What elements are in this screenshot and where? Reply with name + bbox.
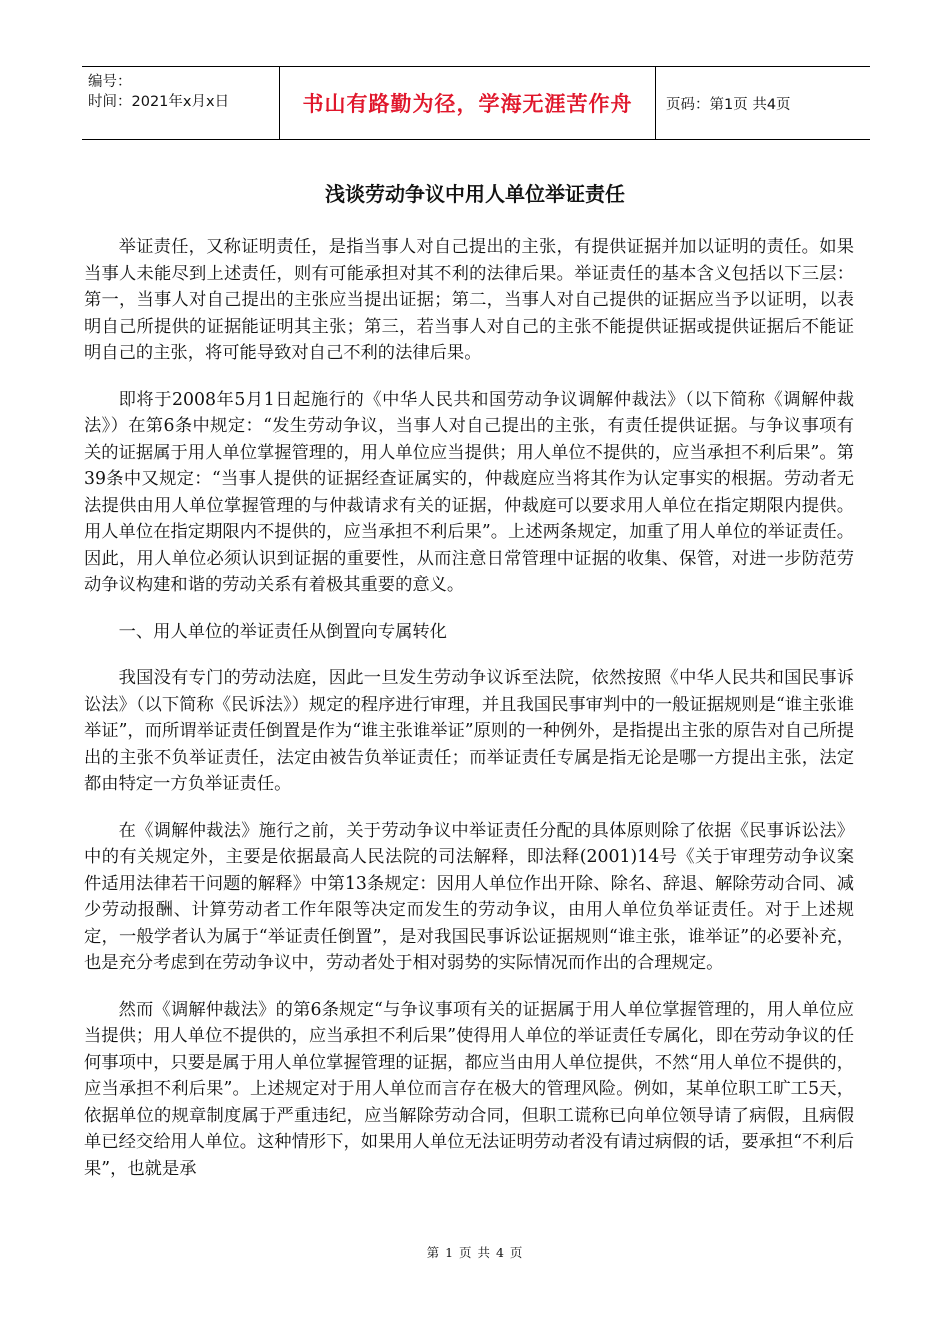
document-title: 浅谈劳动争议中用人单位举证责任 — [325, 182, 625, 206]
section-heading: 一、用人单位的举证责任从倒置向专属转化 — [118, 621, 447, 642]
paragraph: 举证责任，又称证明责任，是指当事人对自己提出的主张，有提供证据并加以证明的责任。如果当事人未能尽到上述责任，则有可能承担对其不利的法律后果。举证责任的基本含义包括以下三层：第一，当事人对自己提出的主张应当提出证据；第二，当事人对自己提供的证据应当予以证明，以表明自己所提供的证据能证明其主张；第三，若当事人对自己的主张不能提供证据或提供证据后不能证明自己的主张，将可能导致对自己不利的法律后果。 — [84, 237, 854, 363]
header-motto: 书山有路勤为径，学海无涯苦作舟 — [280, 67, 656, 139]
document-date: 时间：2021年x月x日 — [88, 94, 230, 110]
paragraph: 我国没有专门的劳动法庭，因此一旦发生劳动争议诉至法院，依然按照《中华人民共和国民事诉讼法》（以下简称《民诉法》）规定的程序进行审理，并且我国民事审判中的一般证据规则是“谁主张谁举证”，而所谓举证责任倒置是作为“谁主张谁举证”原则的一种例外，是指提出主张的原告对自己所提出的主张不负举证责任，法定由被告负举证责任；而举证责任专属是指无论是哪一方提出主张，法定都由特定一方负举证责任。 — [84, 668, 854, 794]
page-header — [82, 66, 870, 140]
paragraph: 即将于2008年5月1日起施行的《中华人民共和国劳动争议调解仲裁法》（以下简称《调解仲裁法》）在第6条中规定：“发生劳动争议，当事人对自己提出的主张，有责任提供证据。与争议事项有关的证据属于用人单位掌握管理的，用人单位应当提供；用人单位不提供的，应当承担不利后果”。第39条中又规定：“当事人提供的证据经查证属实的，仲裁庭应当将其作为认定事实的根据。劳动者无法提供由用人单位掌握管理的与仲裁请求有关的证据，仲裁庭可以要求用人单位在指定期限内提供。用人单位在指定期限内不提供的，应当承担不利后果”。上述两条规定，加重了用人单位的举证责任。因此，用人单位必须认识到证据的重要性，从而注意日常管理中证据的收集、保管，对进一步防范劳动争议构建和谐的劳动关系有着极其重要的意义。 — [84, 389, 854, 595]
page-footer: 第 1 页 共 4 页 — [426, 1245, 524, 1260]
document-body — [84, 234, 854, 1202]
header-page-info: 页码：第1页 共4页 — [666, 96, 791, 113]
header-meta — [82, 67, 280, 139]
document-number: 编号： — [88, 74, 132, 90]
paragraph: 然而《调解仲裁法》的第6条规定“与争议事项有关的证据属于用人单位掌握管理的，用人单位应当提供；用人单位不提供的，应当承担不利后果”使得用人单位的举证责任专属化，即在劳动争议的任何事项中，只要是属于用人单位掌握管理的证据，都应当由用人单位提供，不然“用人单位不提供的，应当承担不利后果”。上述规定对于用人单位而言存在极大的管理风险。例如，某单位职工旷工5天，依据单位的规章制度属于严重违纪，应当解除劳动合同，但职工谎称已向单位领导请了病假，且病假单已经交给用人单位。这种情形下，如果用人单位无法证明劳动者没有请过病假的话，要承担“不利后果”，也就是承 — [84, 999, 854, 1179]
paragraph: 在《调解仲裁法》施行之前，关于劳动争议中举证责任分配的具体原则除了依据《民事诉讼法》中的有关规定外，主要是依据最高人民法院的司法解释，即法释(2001)14号《关于审理劳动争议案件适用法律若干问题的解释》中第13条规定：因用人单位作出开除、除名、辞退、解除劳动合同、减少劳动报酬、计算劳动者工作年限等决定而发生的劳动争议，由用人单位负举证责任。对于上述规定，一般学者认为属于“举证责任倒置”，是对我国民事诉讼证据规则“谁主张，谁举证”的必要补充，也是充分考虑到在劳动争议中，劳动者处于相对弱势的实际情况而作出的合理规定。 — [84, 820, 854, 973]
